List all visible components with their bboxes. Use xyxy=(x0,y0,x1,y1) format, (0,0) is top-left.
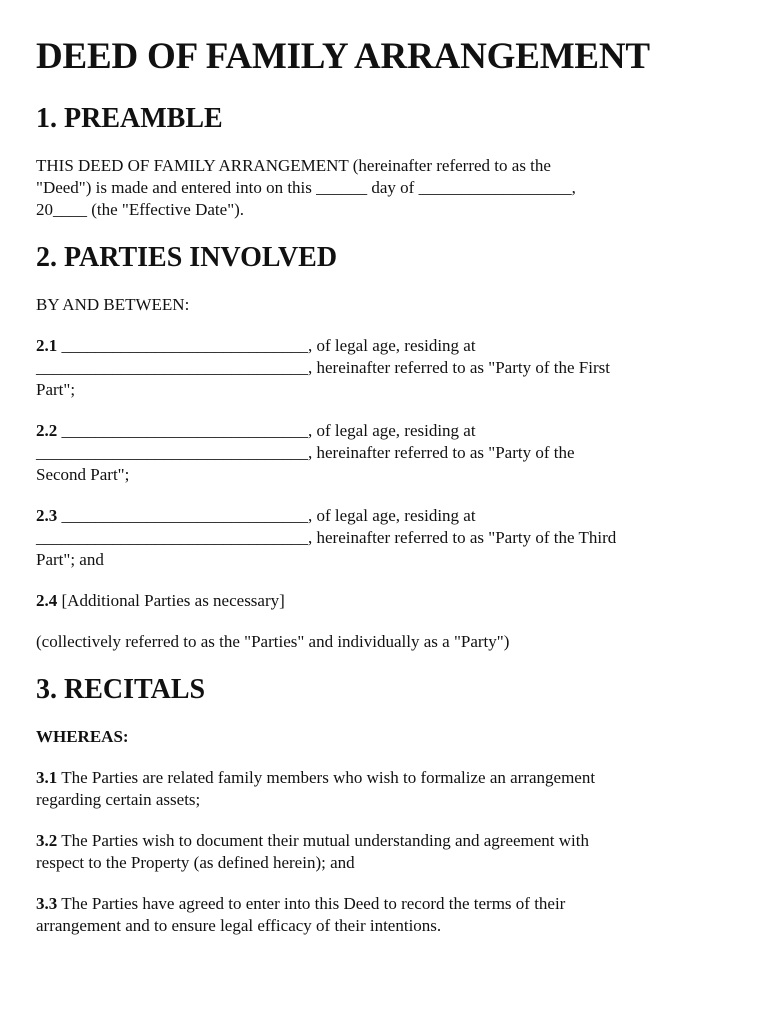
clause-number: 2.3 xyxy=(36,506,58,525)
section-heading-preamble: 1. PREAMBLE xyxy=(36,103,223,134)
clause-line: _____________________________, of legal age, residing at xyxy=(57,336,476,355)
parties-collective-note: (collectively referred to as the "Parties" and individually as a "Party") xyxy=(36,632,510,651)
whereas-label: WHEREAS: xyxy=(36,727,129,746)
clause-number: 2.2 xyxy=(36,421,58,440)
recital-clause-3-3 xyxy=(36,893,736,937)
preamble-line: "Deed") is made and entered into on this ______ day of __________________, xyxy=(36,178,576,197)
clause-number: 3.3 xyxy=(36,894,58,913)
party-clause-2-2 xyxy=(36,420,736,486)
party-clause-2-1 xyxy=(36,335,736,401)
clause-line: arrangement and to ensure legal efficacy of their intentions. xyxy=(36,916,442,935)
clause-line: respect to the Property (as defined herein); and xyxy=(36,853,355,872)
clause-line: The Parties have agreed to enter into this Deed to record the terms of their xyxy=(57,894,566,913)
clause-line: ________________________________, hereinafter referred to as "Party of the xyxy=(36,443,575,462)
preamble-line: 20____ (the "Effective Date"). xyxy=(36,200,245,219)
clause-number: 3.1 xyxy=(36,768,58,787)
clause-line: Part"; and xyxy=(36,550,104,569)
party-clause-2-4 xyxy=(36,590,736,612)
clause-line: ________________________________, hereinafter referred to as "Party of the Third xyxy=(36,528,617,547)
party-clause-2-3 xyxy=(36,505,736,571)
clause-line: _____________________________, of legal age, residing at xyxy=(57,421,476,440)
section-heading-parties: 2. PARTIES INVOLVED xyxy=(36,242,338,273)
clause-number: 2.4 xyxy=(36,591,58,610)
document-page xyxy=(36,34,736,937)
clause-line: [Additional Parties as necessary] xyxy=(57,591,285,610)
clause-line: The Parties are related family members who wish to formalize an arrangement xyxy=(57,768,596,787)
preamble-line: THIS DEED OF FAMILY ARRANGEMENT (hereinafter referred to as the xyxy=(36,156,551,175)
clause-line: ________________________________, hereinafter referred to as "Party of the First xyxy=(36,358,610,377)
document-title: DEED OF FAMILY ARRANGEMENT xyxy=(36,36,650,77)
preamble-paragraph xyxy=(36,155,736,221)
recital-clause-3-2 xyxy=(36,830,736,874)
recital-clause-3-1 xyxy=(36,767,736,811)
clause-line: Second Part"; xyxy=(36,465,130,484)
clause-number: 3.2 xyxy=(36,831,58,850)
clause-line: _____________________________, of legal age, residing at xyxy=(57,506,476,525)
clause-line: The Parties wish to document their mutual understanding and agreement with xyxy=(57,831,590,850)
clause-line: Part"; xyxy=(36,380,76,399)
parties-intro: BY AND BETWEEN: xyxy=(36,295,190,314)
clause-number: 2.1 xyxy=(36,336,58,355)
section-heading-recitals: 3. RECITALS xyxy=(36,674,206,705)
clause-line: regarding certain assets; xyxy=(36,790,201,809)
